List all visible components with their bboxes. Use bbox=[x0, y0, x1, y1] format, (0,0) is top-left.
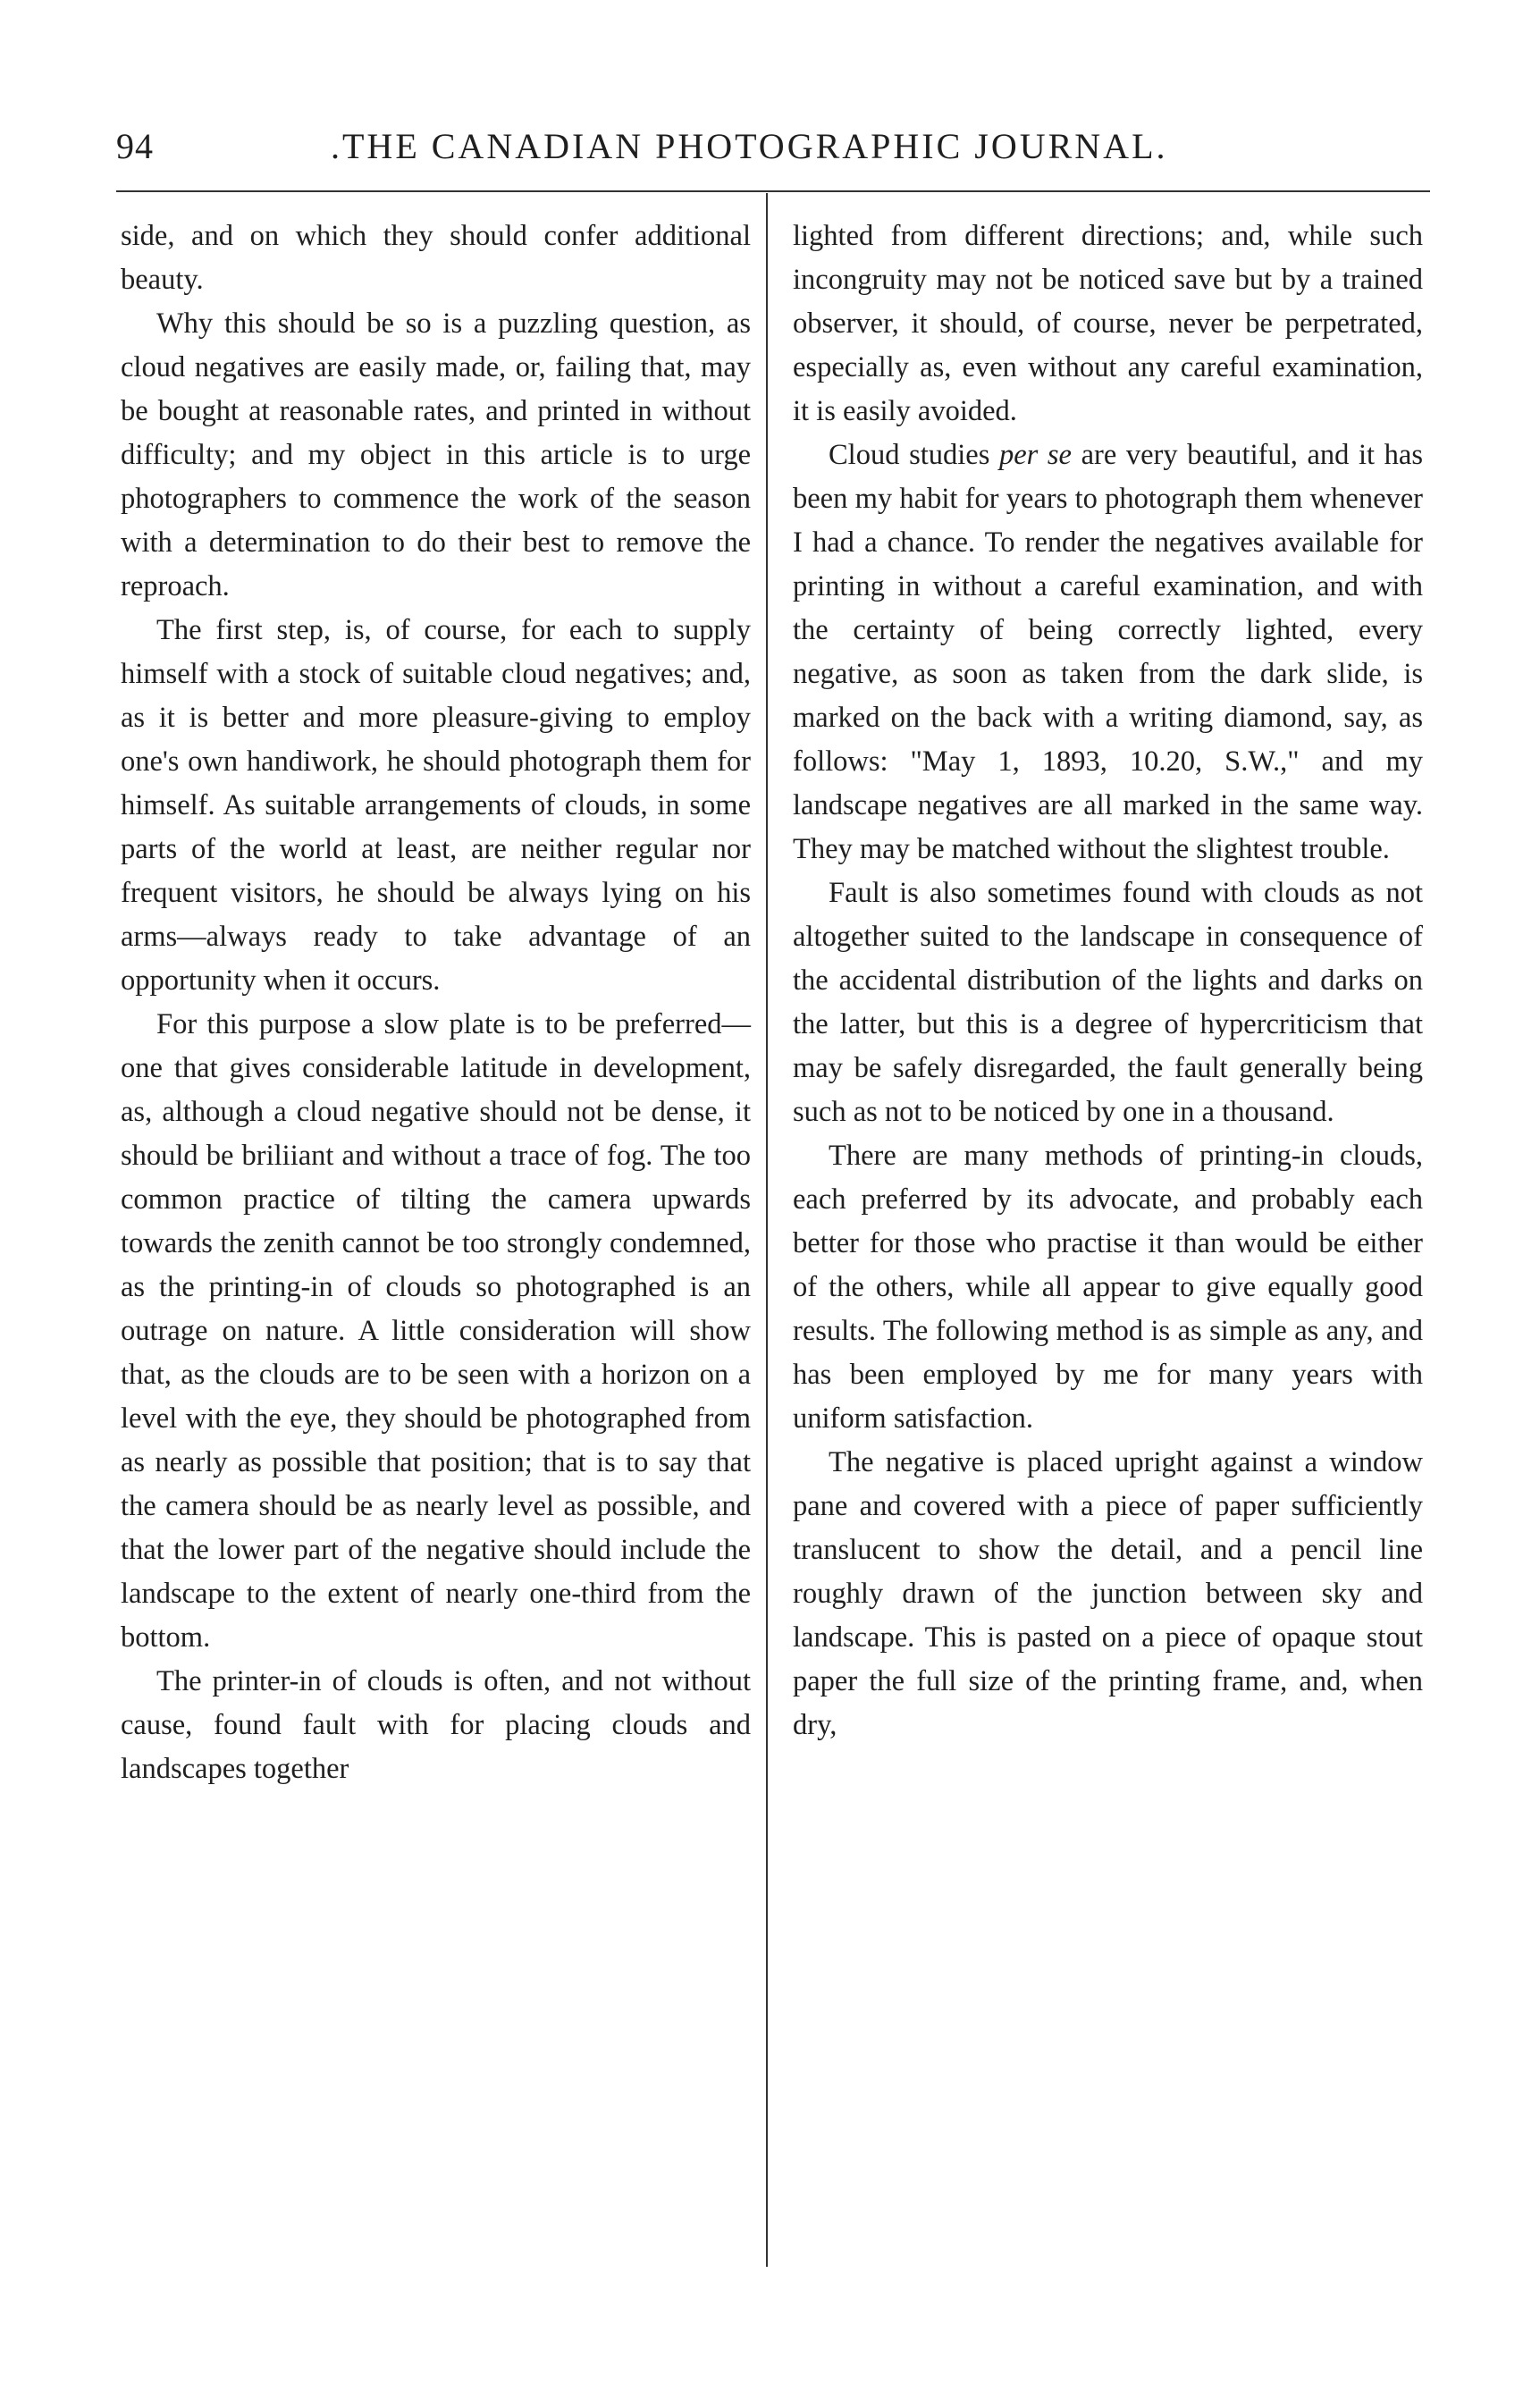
column-divider bbox=[766, 193, 768, 2267]
paragraph-text: Cloud studies bbox=[829, 439, 999, 471]
header-rule bbox=[116, 190, 1430, 192]
paragraph: lighted from different directions; and, while such incongruity may not be noticed save but by a trained observer, it should, of course, never be perpetrated, especially as, even without any careful examination, it is easily avoided. bbox=[793, 220, 1423, 427]
left-column bbox=[121, 215, 751, 1791]
right-column bbox=[793, 215, 1423, 1747]
running-title: .THE CANADIAN PHOTOGRAPHIC JOURNAL. bbox=[331, 126, 1168, 166]
page-header bbox=[116, 125, 1430, 175]
paragraph: Why this should be so is a puzzling question, as cloud negatives are easily made, or, failing that, may be bought at reasonable rates, and printed in without difficulty; and my object in this article is to urge photographers to commence the work of the season with a determination to do their best to remove the reproach. bbox=[121, 307, 751, 602]
paragraph: Fault is also sometimes found with clouds as not altogether suited to the landscape in consequence of the accidental distribution of the lights and darks on the latter, but this is a degree of hypercriticism that may be safely disregarded, the fault generally being such as not to be noticed by one in a thousand. bbox=[793, 877, 1423, 1128]
paragraph: The printer-in of clouds is often, and not without cause, found fault with for placing clouds and landscapes together bbox=[121, 1665, 751, 1785]
paragraph: The negative is placed upright against a window pane and covered with a piece of paper sufficiently translucent to show the detail, and a pencil line roughly drawn of the junction between sky and landscape. This is pasted on a piece of opaque stout paper the full size of the printing frame, and, when dry, bbox=[793, 1446, 1423, 1741]
paragraph-text: are very beautiful, and it has been my habit for years to photograph them whenever I had a chance. To render the negatives available for printing in without a careful examination, and with the certainty of being correctly lighted, every negative, as soon as taken from the dark slide, is marked on the back with a writing diamond, say, as follows: "May 1, 1893, 10.20, S.W.," and my landscape negatives are all marked in the same way. They may be matched without the slightest trouble. bbox=[793, 439, 1423, 865]
paragraph bbox=[793, 434, 1423, 871]
paragraph: There are many methods of printing-in clouds, each preferred by its advocate, and probably each better for those who practise it than would be either of the others, while all appear to give equally good results. The following method is as simple as any, and has been employed by me for many years with uniform satisfaction. bbox=[793, 1140, 1423, 1435]
paragraph: The first step, is, of course, for each to supply himself with a stock of suitable cloud negatives; and, as it is better and more pleasure-giving to employ one's own handiwork, he should photograph them for himself. As suitable arrangements of clouds, in some parts of the world at least, are neither regular nor frequent visitors, he should be always lying on his arms—always ready to take advantage of an opportunity when it occurs. bbox=[121, 614, 751, 997]
italic-term: per se bbox=[998, 439, 1072, 471]
page-number: 94 bbox=[116, 126, 154, 166]
paragraph: side, and on which they should confer additional beauty. bbox=[121, 220, 751, 296]
paragraph: For this purpose a slow plate is to be preferred—one that gives considerable latitude in development, as, although a cloud negative should not be dense, it should be briliiant and without a trace of fog. The too common practice of tilting the camera upwards towards the zenith cannot be too strongly condemned, as the printing-in of clouds so photographed is an outrage on nature. A little consideration will show that, as the clouds are to be seen with a horizon on a level with the eye, they should be photographed from as nearly as possible that position; that is to say that the camera should be as nearly level as possible, and that the lower part of the negative should include the landscape to the extent of nearly one-third from the bottom. bbox=[121, 1008, 751, 1654]
